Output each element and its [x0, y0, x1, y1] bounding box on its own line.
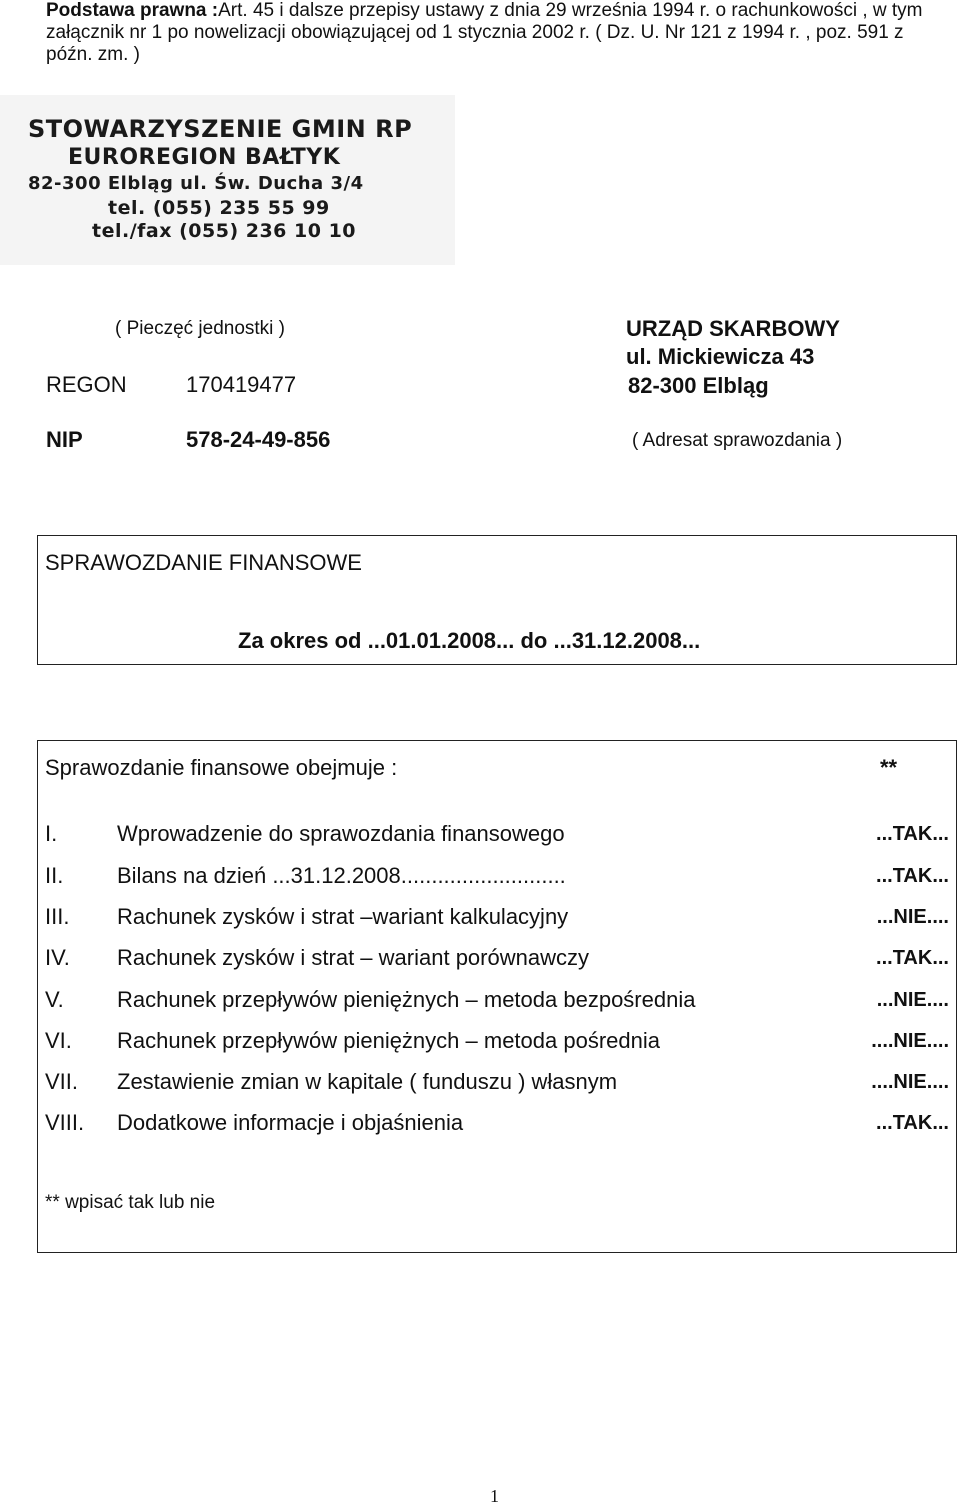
- page-number: 1: [490, 1486, 499, 1506]
- item-text: Rachunek zysków i strat – wariant porównawczy: [117, 945, 589, 970]
- item-text: Wprowadzenie do sprawozdania finansowego: [117, 821, 565, 846]
- item-value: ...TAK...: [876, 823, 949, 845]
- item-value: ...NIE....: [876, 989, 949, 1011]
- nip-value: 578-24-49-856: [186, 427, 331, 452]
- contents-marker: **: [880, 755, 898, 780]
- item-text: Rachunek przepływów pieniężnych – metoda pośrednia: [117, 1028, 660, 1053]
- item-number: I.: [45, 821, 58, 846]
- regon-label: REGON: [46, 372, 127, 397]
- addressee-name: URZĄD SKARBOWY: [626, 316, 840, 341]
- item-number: VII.: [45, 1069, 79, 1094]
- footnote: ** wpisać tak lub nie: [45, 1192, 216, 1213]
- item-value: ....NIE....: [871, 1030, 949, 1052]
- legal-basis: [46, 0, 946, 66]
- item-number: II.: [45, 863, 64, 888]
- stamp-line-2: EUROREGION BAŁTYK: [68, 145, 341, 170]
- legal-basis-label: Podstawa prawna :: [46, 0, 219, 21]
- item-text: Rachunek przepływów pieniężnych – metoda bezpośrednia: [117, 987, 696, 1012]
- report-period: Za okres od ...01.01.2008... do ...31.12.2008...: [238, 628, 701, 653]
- stamp-line-3: 82-300 Elbląg ul. Św. Ducha 3/4: [28, 173, 364, 194]
- stamp-caption: ( Pieczęć jednostki ): [115, 318, 286, 339]
- item-number: VI.: [45, 1028, 72, 1053]
- legal-basis-text: Art. 45 i dalsze przepisy ustawy z dnia 29 września 1994 r. o rachunkowości , w tym załącznik nr 1 po nowelizacji obowiązującej od 1 stycznia 2002 r. ( Dz. U. Nr 121 z 1994 r. , poz. 591 z późn. zm. ): [46, 0, 923, 65]
- item-text: Bilans na dzień ...31.12.2008...........................: [117, 863, 566, 888]
- stamp-line-1: STOWARZYSZENIE GMIN RP: [28, 115, 413, 143]
- item-value: ...TAK...: [876, 947, 949, 969]
- item-text: Rachunek zysków i strat –wariant kalkulacyjny: [117, 904, 569, 929]
- addressee-street: ul. Mickiewicza 43: [626, 344, 815, 369]
- item-value: ...TAK...: [876, 865, 949, 887]
- report-title-box: [37, 535, 957, 665]
- stamp-line-5: tel./fax (055) 236 10 10: [92, 220, 357, 242]
- item-text: Zestawienie zmian w kapitale ( funduszu ) własnym: [117, 1069, 618, 1094]
- item-text: Dodatkowe informacje i objaśnienia: [117, 1110, 464, 1135]
- report-title: SPRAWOZDANIE FINANSOWE: [45, 550, 362, 575]
- contents-heading: Sprawozdanie finansowe obejmuje :: [45, 755, 398, 780]
- contents-box: [37, 740, 957, 1253]
- addressee-city: 82-300 Elbląg: [628, 373, 769, 398]
- organization-stamp: [0, 95, 455, 265]
- addressee-caption: ( Adresat sprawozdania ): [632, 430, 843, 451]
- item-number: V.: [45, 987, 64, 1012]
- item-value: ...TAK...: [876, 1112, 949, 1134]
- nip-label: NIP: [46, 427, 83, 452]
- item-number: III.: [45, 904, 70, 929]
- regon-value: 170419477: [186, 372, 297, 397]
- item-number: VIII.: [45, 1110, 85, 1135]
- stamp-line-4: tel. (055) 235 55 99: [108, 197, 330, 219]
- item-number: IV.: [45, 945, 70, 970]
- item-value: ...NIE....: [876, 906, 949, 928]
- item-value: ....NIE....: [871, 1071, 949, 1093]
